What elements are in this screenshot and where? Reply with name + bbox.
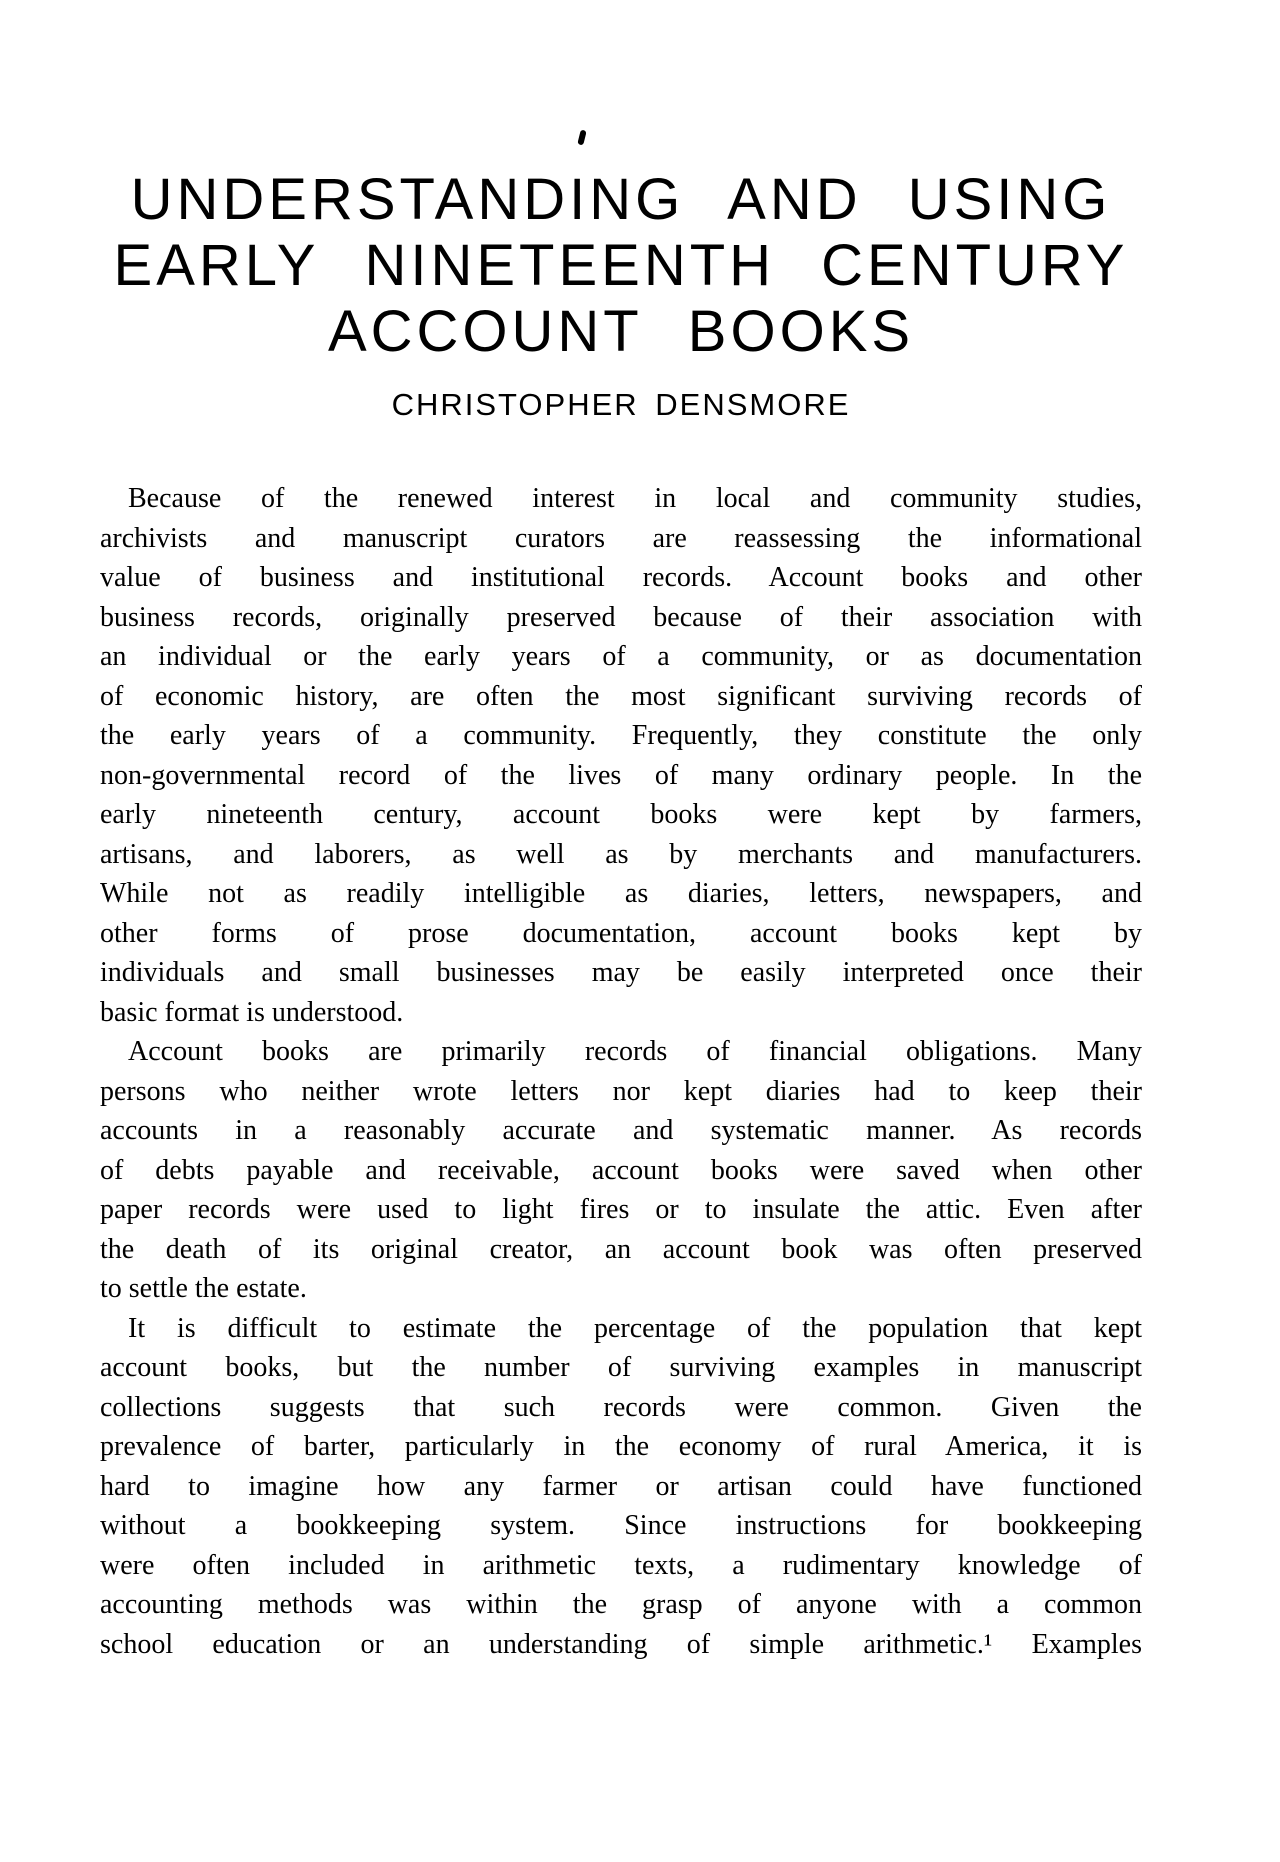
text-line: non-governmental record of the lives of many ordinary people. In the [100,759,1142,791]
text-line: basic format is understood. [100,996,404,1028]
title-line-3: ACCOUNT BOOKS [327,299,915,364]
title-line-2: EARLY NINETEENTH CENTURY [113,233,1129,298]
text-line: hard to imagine how any farmer or artisan could have functioned [100,1470,1142,1502]
text-line: While not as readily intelligible as diaries, letters, newspapers, and [100,878,1142,909]
text-line: persons who neither wrote letters nor kept diaries had to keep their [100,1075,1142,1107]
text-line: business records, originally preserved because of their association with [100,601,1142,633]
text-line: were often included in arithmetic texts, a rudimentary knowledge of [100,1549,1142,1581]
text-line: accounting methods was within the grasp of anyone with a common [100,1589,1142,1620]
text-line: accounts in a reasonably accurate and systematic manner. As records [100,1115,1142,1146]
text-line: Account books are primarily records of financial obligations. Many [128,1036,1142,1067]
article-title [100,167,1142,365]
title-line-1: UNDERSTANDING AND USING [130,167,1112,232]
text-line: an individual or the early years of a community, or as documentation [100,641,1142,672]
text-line: the early years of a community. Frequently, they constitute the only [100,720,1142,751]
text-line: of debts payable and receivable, account books were saved when other [100,1154,1142,1186]
text-line: of economic history, are often the most significant surviving records of [100,680,1142,712]
text-line: without a bookkeeping system. Since instructions for bookkeeping [100,1510,1142,1541]
text-line: to settle the estate. [100,1273,307,1304]
text-line: prevalence of barter, particularly in the economy of rural America, it is [100,1431,1142,1462]
text-line: school education or an understanding of simple arithmetic.¹ Examples [100,1628,1142,1660]
scan-speck-mark [577,129,586,145]
article-author: CHRISTOPHER DENSMORE [391,387,851,422]
text-line: value of business and institutional records. Account books and other [100,562,1142,593]
text-line: archivists and manuscript curators are reassessing the informational [100,522,1142,554]
text-line: artisans, and laborers, as well as by merchants and manufacturers. [100,838,1142,870]
text-line: other forms of prose documentation, account books kept by [100,917,1142,949]
text-line: early nineteenth century, account books were kept by farmers, [100,799,1142,830]
text-line: the death of its original creator, an account book was often preserved [100,1233,1142,1265]
article-body [100,479,1142,1664]
text-line: account books, but the number of surviving examples in manuscript [100,1352,1142,1383]
text-line: Because of the renewed interest in local and community studies, [128,483,1142,514]
text-line: individuals and small businesses may be easily interpreted once their [100,957,1142,988]
text-line: paper records were used to light fires or to insulate the attic. Even after [100,1194,1142,1225]
text-line: It is difficult to estimate the percentage of the population that kept [128,1312,1142,1344]
text-line: collections suggests that such records were common. Given the [100,1391,1142,1423]
